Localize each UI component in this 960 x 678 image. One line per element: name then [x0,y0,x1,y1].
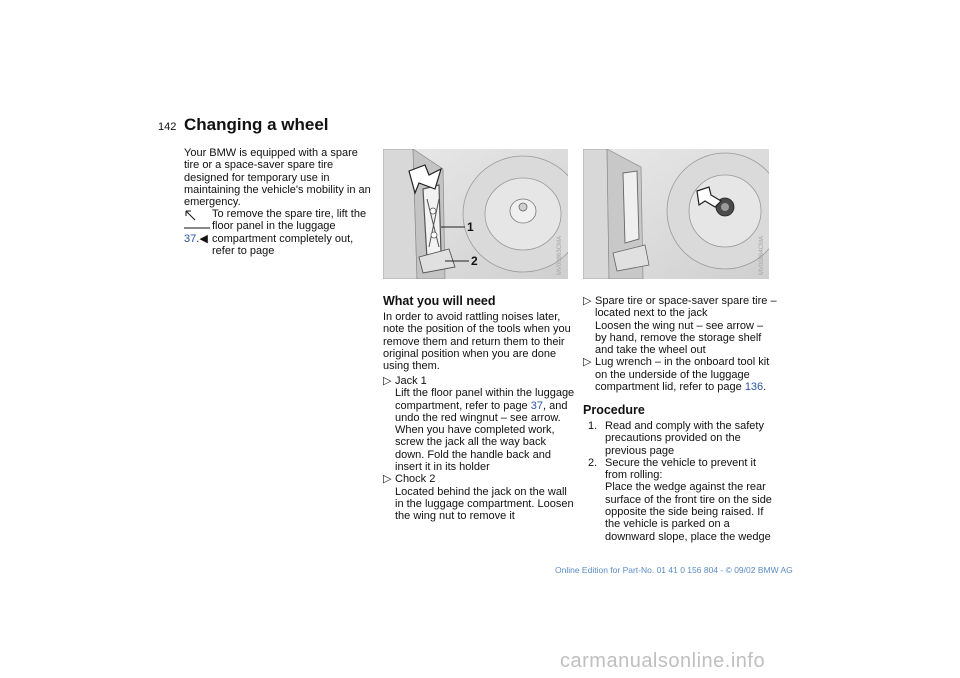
tools-list-right [583,295,777,393]
arrow-bullet-icon: ▷ [383,473,392,486]
procedure-step [588,457,778,543]
note-ref-line [184,233,376,245]
arrow-bullet-icon: ▷ [583,295,592,307]
step-number: 1. [588,420,598,432]
what-you-need-heading: What you will need [383,294,496,308]
arrow-bullet-icon: ▷ [383,375,392,387]
what-you-need-paragraph: In order to avoid rattling noises later, note the position of the tools when you remove them and return them to their original position when you are done using them. [383,311,571,373]
arrow-bullet-icon: ▷ [583,356,592,369]
item-text-b: , and undo the red wingnut – see arrow. When you have completed work, screw the jack all the way back down. Fold the handle back and insert it in its holder [395,399,568,474]
procedure-steps [588,420,778,543]
item-title: Jack 1 [395,375,427,387]
procedure-heading: Procedure [583,403,645,417]
note-icon [184,208,210,230]
step-text: Read and comply with the safety precautions provided on the previous page [605,420,764,457]
item-text-b: . [763,381,767,394]
page-title: Changing a wheel [184,115,329,134]
watermark: carmanualsonline.info [560,650,766,672]
callout-2: 2 [471,254,478,268]
step-number: 2. [588,456,598,469]
item-text: Lift the floor panel within the luggage compartment, refer to page [395,387,575,412]
item-title: Spare tire or space-saver spare tire – located next to the jack [595,295,777,320]
intro-paragraph: Your BMW is equipped with a spare tire or a space-saver spare tire designed for temporary use in maintaining the vehicle's mobility in an emergency. [184,147,371,209]
callout-1: 1 [467,220,474,234]
page-link-136[interactable]: 136 [744,381,764,394]
figure-code-2: MV00864CMA [759,235,765,275]
item-text: Lug wrench – in the onboard tool kit on the underside of the luggage compartment lid, refer to page [595,356,770,394]
list-item-chock [383,473,575,522]
figure-jack-chock [383,149,568,279]
item-text: Loosen the wing nut – see arrow – by hand, remove the storage shelf and take the wheel out [595,319,764,357]
figure-code-1: MV00863CMA [557,235,563,275]
note-page-link[interactable]: 37 [184,233,197,245]
step-text-b: Place the wedge against the rear surface of the front tire on the side opposite the side being raised. If the vehicle is parked on a downward slope, place the wedge [605,481,772,543]
note-end: . [196,233,200,245]
end-mark-icon: ◀ [199,233,208,245]
list-item-lug-wrench [583,356,777,393]
procedure-step [588,420,778,457]
page-number: 142 [158,121,177,133]
note-text-a: To remove the spare tire, lift the floor panel in the luggage compartment completely out, refer to page [212,208,367,257]
footer-edition: Online Edition for Part-No. 01 41 0 156 804 - © 09/02 BMW AG [555,565,793,575]
figure-spare-tire [583,149,769,279]
list-item-spare-tire [583,295,777,356]
item-title: Chock 2 [395,473,436,486]
item-text: Located behind the jack on the wall in the luggage compartment. Loosen the wing nut to remove it [395,485,574,523]
page-link-37[interactable]: 37 [530,399,543,412]
step-text: Secure the vehicle to prevent it from rolling: [605,456,757,482]
tools-list-left [383,375,575,523]
list-item-jack [383,375,575,473]
